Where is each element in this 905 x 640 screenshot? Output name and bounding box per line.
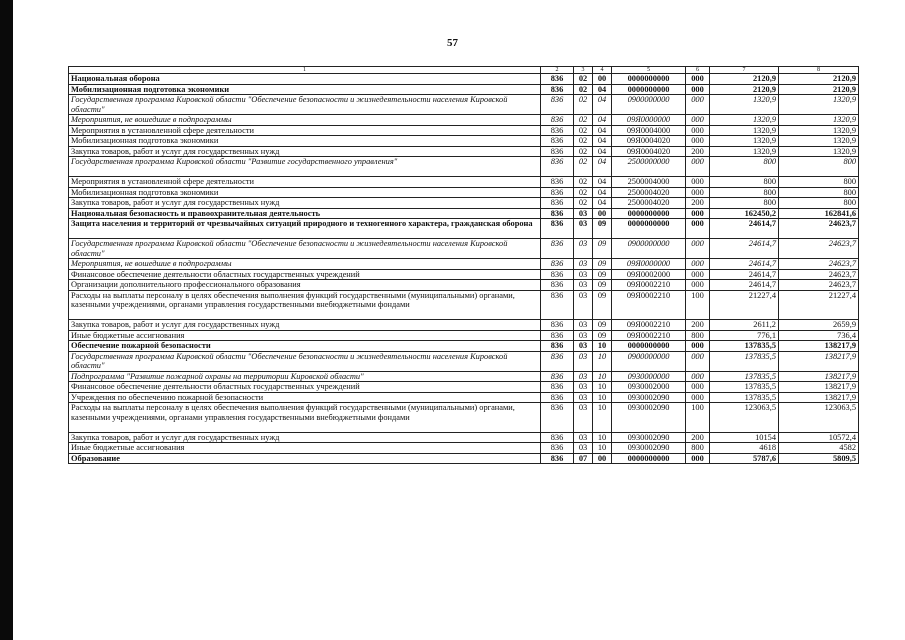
amount-year2-cell: 1320,9 — [779, 136, 859, 147]
amount-year1-cell: 24614,7 — [710, 239, 779, 259]
table-row — [69, 453, 859, 464]
row-name-cell: Финансовое обеспечение деятельности областных государственных учреждений — [69, 382, 541, 393]
ved-cell: 836 — [541, 74, 574, 85]
section-cell: 02 — [574, 157, 593, 177]
expense-type-cell: 000 — [686, 208, 710, 219]
expense-type-cell: 000 — [686, 351, 710, 371]
table-row — [69, 239, 859, 259]
amount-year2-cell: 800 — [779, 198, 859, 209]
amount-year2-cell: 24623,7 — [779, 239, 859, 259]
expense-type-cell: 000 — [686, 95, 710, 115]
row-name-cell: Мероприятия, не вошедшие в подпрограммы — [69, 259, 541, 270]
amount-year1-cell: 1320,9 — [710, 146, 779, 157]
amount-year1-cell: 137835,5 — [710, 351, 779, 371]
header-cell: 7 — [710, 67, 779, 74]
target-article-cell: 09Я0004000 — [612, 125, 686, 136]
amount-year2-cell: 24623,7 — [779, 219, 859, 239]
table-row — [69, 392, 859, 403]
amount-year1-cell: 24614,7 — [710, 259, 779, 270]
amount-year1-cell: 800 — [710, 187, 779, 198]
target-article-cell: 0900000000 — [612, 351, 686, 371]
expense-type-cell: 000 — [686, 382, 710, 393]
target-article-cell: 0000000000 — [612, 219, 686, 239]
section-cell: 03 — [574, 259, 593, 270]
expense-type-cell: 000 — [686, 259, 710, 270]
target-article-cell: 0000000000 — [612, 453, 686, 464]
amount-year2-cell: 1320,9 — [779, 125, 859, 136]
expense-type-cell: 000 — [686, 392, 710, 403]
amount-year1-cell: 1320,9 — [710, 115, 779, 126]
target-article-cell: 0930000000 — [612, 371, 686, 382]
row-name-cell: Государственная программа Кировской области "Обеспечение безопасности и жизнедеятельности населения Кировской области" — [69, 239, 541, 259]
amount-year2-cell: 1320,9 — [779, 95, 859, 115]
amount-year2-cell: 2120,9 — [779, 74, 859, 85]
row-name-cell: Национальная безопасность и правоохранительная деятельность — [69, 208, 541, 219]
expense-type-cell: 000 — [686, 280, 710, 291]
amount-year1-cell: 800 — [710, 198, 779, 209]
amount-year2-cell: 736,4 — [779, 330, 859, 341]
table-row — [69, 187, 859, 198]
section-cell: 02 — [574, 146, 593, 157]
section-cell: 03 — [574, 320, 593, 331]
target-article-cell: 2500004000 — [612, 177, 686, 188]
subsection-cell: 04 — [593, 198, 612, 209]
expense-type-cell: 000 — [686, 239, 710, 259]
section-cell: 03 — [574, 280, 593, 291]
table-body — [69, 67, 859, 464]
subsection-cell: 10 — [593, 443, 612, 454]
row-name-cell: Закупка товаров, работ и услуг для государственных нужд — [69, 198, 541, 209]
section-cell: 03 — [574, 351, 593, 371]
row-name-cell: Мобилизационная подготовка экономики — [69, 187, 541, 198]
section-cell: 03 — [574, 330, 593, 341]
amount-year1-cell: 123063,5 — [710, 403, 779, 433]
amount-year2-cell: 5809,5 — [779, 453, 859, 464]
expense-type-cell: 000 — [686, 371, 710, 382]
table-row — [69, 74, 859, 85]
amount-year1-cell: 800 — [710, 157, 779, 177]
table-row — [69, 443, 859, 454]
subsection-cell: 04 — [593, 177, 612, 188]
amount-year2-cell: 138217,9 — [779, 341, 859, 352]
amount-year1-cell: 10154 — [710, 432, 779, 443]
expense-type-cell: 000 — [686, 125, 710, 136]
table-row — [69, 290, 859, 320]
subsection-cell: 09 — [593, 290, 612, 320]
expense-type-cell: 000 — [686, 219, 710, 239]
ved-cell: 836 — [541, 351, 574, 371]
table-row — [69, 136, 859, 147]
target-article-cell: 0930002000 — [612, 382, 686, 393]
target-article-cell: 0930002090 — [612, 403, 686, 433]
subsection-cell: 00 — [593, 453, 612, 464]
row-name-cell: Защита населения и территорий от чрезвычайных ситуаций природного и техногенного характера, гражданская оборона — [69, 219, 541, 239]
amount-year1-cell: 1320,9 — [710, 136, 779, 147]
ved-cell: 836 — [541, 443, 574, 454]
row-name-cell: Финансовое обеспечение деятельности областных государственных учреждений — [69, 269, 541, 280]
target-article-cell: 0930002090 — [612, 392, 686, 403]
ved-cell: 836 — [541, 341, 574, 352]
target-article-cell: 09Я0002210 — [612, 320, 686, 331]
subsection-cell: 09 — [593, 320, 612, 331]
ved-cell: 836 — [541, 198, 574, 209]
table-row — [69, 177, 859, 188]
target-article-cell: 0930002090 — [612, 443, 686, 454]
table-row — [69, 330, 859, 341]
expense-type-cell: 000 — [686, 115, 710, 126]
expense-type-cell: 200 — [686, 432, 710, 443]
subsection-cell: 09 — [593, 269, 612, 280]
ved-cell: 836 — [541, 453, 574, 464]
subsection-cell: 09 — [593, 330, 612, 341]
section-cell: 03 — [574, 382, 593, 393]
amount-year2-cell: 138217,9 — [779, 392, 859, 403]
table-row — [69, 371, 859, 382]
subsection-cell: 04 — [593, 136, 612, 147]
section-cell: 07 — [574, 453, 593, 464]
amount-year1-cell: 2120,9 — [710, 84, 779, 95]
subsection-cell: 04 — [593, 146, 612, 157]
expense-type-cell: 200 — [686, 146, 710, 157]
table-row — [69, 341, 859, 352]
amount-year1-cell: 5787,6 — [710, 453, 779, 464]
target-article-cell: 0000000000 — [612, 74, 686, 85]
amount-year1-cell: 21227,4 — [710, 290, 779, 320]
amount-year1-cell: 162450,2 — [710, 208, 779, 219]
ved-cell: 836 — [541, 115, 574, 126]
amount-year1-cell: 24614,7 — [710, 269, 779, 280]
budget-table-container — [68, 66, 859, 464]
amount-year2-cell: 2659,9 — [779, 320, 859, 331]
amount-year2-cell: 123063,5 — [779, 403, 859, 433]
target-article-cell: 0930002090 — [612, 432, 686, 443]
header-cell: 2 — [541, 67, 574, 74]
section-cell: 02 — [574, 177, 593, 188]
table-row — [69, 198, 859, 209]
table-row — [69, 208, 859, 219]
expense-type-cell: 800 — [686, 330, 710, 341]
ved-cell: 836 — [541, 403, 574, 433]
expense-type-cell: 000 — [686, 157, 710, 177]
scan-edge-bar — [0, 0, 13, 640]
subsection-cell: 09 — [593, 280, 612, 291]
target-article-cell: 0000000000 — [612, 341, 686, 352]
target-article-cell: 2500004020 — [612, 187, 686, 198]
section-cell: 02 — [574, 84, 593, 95]
ved-cell: 836 — [541, 320, 574, 331]
amount-year1-cell: 2120,9 — [710, 74, 779, 85]
expense-type-cell: 000 — [686, 341, 710, 352]
section-cell: 03 — [574, 371, 593, 382]
subsection-cell: 10 — [593, 392, 612, 403]
table-row — [69, 269, 859, 280]
ved-cell: 836 — [541, 280, 574, 291]
row-name-cell: Государственная программа Кировской области "Обеспечение безопасности и жизнедеятельности населения Кировской области" — [69, 95, 541, 115]
target-article-cell: 09Я0004020 — [612, 146, 686, 157]
ved-cell: 836 — [541, 269, 574, 280]
ved-cell: 836 — [541, 125, 574, 136]
section-cell: 02 — [574, 95, 593, 115]
table-row — [69, 95, 859, 115]
row-name-cell: Мероприятия в установленной сфере деятельности — [69, 125, 541, 136]
amount-year1-cell: 800 — [710, 177, 779, 188]
row-name-cell: Учреждения по обеспечению пожарной безопасности — [69, 392, 541, 403]
section-cell: 03 — [574, 239, 593, 259]
expense-type-cell: 800 — [686, 443, 710, 454]
section-cell: 03 — [574, 208, 593, 219]
ved-cell: 836 — [541, 290, 574, 320]
amount-year2-cell: 21227,4 — [779, 290, 859, 320]
section-cell: 02 — [574, 136, 593, 147]
subsection-cell: 09 — [593, 259, 612, 270]
ved-cell: 836 — [541, 187, 574, 198]
subsection-cell: 04 — [593, 125, 612, 136]
target-article-cell: 0000000000 — [612, 208, 686, 219]
row-name-cell: Мероприятия, не вошедшие в подпрограммы — [69, 115, 541, 126]
amount-year2-cell: 1320,9 — [779, 115, 859, 126]
subsection-cell: 10 — [593, 403, 612, 433]
subsection-cell: 00 — [593, 74, 612, 85]
ved-cell: 836 — [541, 259, 574, 270]
budget-table — [68, 66, 859, 464]
ved-cell: 836 — [541, 157, 574, 177]
subsection-cell: 09 — [593, 219, 612, 239]
subsection-cell: 10 — [593, 382, 612, 393]
table-row — [69, 403, 859, 433]
row-name-cell: Расходы на выплаты персоналу в целях обеспечения выполнения функций государственными (муниципальными) органами, казенными учреждениями, органами управления государственными внебюджетными фондами — [69, 290, 541, 320]
amount-year2-cell: 24623,7 — [779, 280, 859, 291]
section-cell: 02 — [574, 187, 593, 198]
amount-year2-cell: 138217,9 — [779, 351, 859, 371]
section-cell: 03 — [574, 341, 593, 352]
amount-year1-cell: 1320,9 — [710, 95, 779, 115]
target-article-cell: 0900000000 — [612, 239, 686, 259]
table-row — [69, 259, 859, 270]
expense-type-cell: 000 — [686, 187, 710, 198]
ved-cell: 836 — [541, 208, 574, 219]
ved-cell: 836 — [541, 432, 574, 443]
amount-year1-cell: 776,1 — [710, 330, 779, 341]
expense-type-cell: 000 — [686, 84, 710, 95]
row-name-cell: Организации дополнительного профессионального образования — [69, 280, 541, 291]
section-cell: 02 — [574, 198, 593, 209]
table-row — [69, 219, 859, 239]
expense-type-cell: 200 — [686, 320, 710, 331]
table-row — [69, 84, 859, 95]
section-cell: 02 — [574, 115, 593, 126]
ved-cell: 836 — [541, 95, 574, 115]
target-article-cell: 09Я0000000 — [612, 115, 686, 126]
table-row — [69, 382, 859, 393]
ved-cell: 836 — [541, 330, 574, 341]
amount-year2-cell: 800 — [779, 157, 859, 177]
amount-year2-cell: 138217,9 — [779, 382, 859, 393]
target-article-cell: 0000000000 — [612, 84, 686, 95]
amount-year2-cell: 24623,7 — [779, 269, 859, 280]
amount-year1-cell: 137835,5 — [710, 341, 779, 352]
section-cell: 03 — [574, 269, 593, 280]
row-name-cell: Закупка товаров, работ и услуг для государственных нужд — [69, 146, 541, 157]
ved-cell: 836 — [541, 382, 574, 393]
amount-year2-cell: 800 — [779, 187, 859, 198]
section-cell: 03 — [574, 432, 593, 443]
subsection-cell: 00 — [593, 208, 612, 219]
header-cell: 3 — [574, 67, 593, 74]
expense-type-cell: 000 — [686, 177, 710, 188]
header-cell: 5 — [612, 67, 686, 74]
amount-year1-cell: 24614,7 — [710, 219, 779, 239]
amount-year1-cell: 137835,5 — [710, 382, 779, 393]
target-article-cell: 09Я0002210 — [612, 290, 686, 320]
table-row — [69, 157, 859, 177]
expense-type-cell: 000 — [686, 74, 710, 85]
target-article-cell: 0900000000 — [612, 95, 686, 115]
header-cell: 4 — [593, 67, 612, 74]
target-article-cell: 2500004020 — [612, 198, 686, 209]
section-cell: 02 — [574, 74, 593, 85]
amount-year2-cell: 138217,9 — [779, 371, 859, 382]
expense-type-cell: 000 — [686, 269, 710, 280]
page-number: 57 — [447, 37, 458, 49]
subsection-cell: 10 — [593, 371, 612, 382]
amount-year1-cell: 24614,7 — [710, 280, 779, 291]
subsection-cell: 04 — [593, 187, 612, 198]
expense-type-cell: 200 — [686, 198, 710, 209]
section-cell: 03 — [574, 219, 593, 239]
ved-cell: 836 — [541, 146, 574, 157]
row-name-cell: Обеспечение пожарной безопасности — [69, 341, 541, 352]
target-article-cell: 09Я0000000 — [612, 259, 686, 270]
subsection-cell: 04 — [593, 115, 612, 126]
amount-year2-cell: 24623,7 — [779, 259, 859, 270]
header-cell: 8 — [779, 67, 859, 74]
row-name-cell: Мобилизационная подготовка экономики — [69, 136, 541, 147]
table-row — [69, 280, 859, 291]
ved-cell: 836 — [541, 84, 574, 95]
row-name-cell: Иные бюджетные ассигнования — [69, 330, 541, 341]
amount-year1-cell: 1320,9 — [710, 125, 779, 136]
amount-year2-cell: 1320,9 — [779, 146, 859, 157]
table-header-row — [69, 67, 859, 74]
subsection-cell: 10 — [593, 341, 612, 352]
row-name-cell: Расходы на выплаты персоналу в целях обеспечения выполнения функций государственными (муниципальными) органами, казенными учреждениями, органами управления государственными внебюджетными фондами — [69, 403, 541, 433]
section-cell: 02 — [574, 125, 593, 136]
amount-year1-cell: 137835,5 — [710, 392, 779, 403]
amount-year2-cell: 800 — [779, 177, 859, 188]
subsection-cell: 10 — [593, 351, 612, 371]
row-name-cell: Мероприятия в установленной сфере деятельности — [69, 177, 541, 188]
expense-type-cell: 000 — [686, 453, 710, 464]
ved-cell: 836 — [541, 371, 574, 382]
amount-year2-cell: 162841,6 — [779, 208, 859, 219]
row-name-cell: Закупка товаров, работ и услуг для государственных нужд — [69, 320, 541, 331]
target-article-cell: 09Я0002000 — [612, 269, 686, 280]
table-row — [69, 125, 859, 136]
section-cell: 03 — [574, 443, 593, 454]
section-cell: 03 — [574, 403, 593, 433]
row-name-cell: Мобилизационная подготовка экономики — [69, 84, 541, 95]
subsection-cell: 04 — [593, 157, 612, 177]
subsection-cell: 04 — [593, 84, 612, 95]
amount-year2-cell: 10572,4 — [779, 432, 859, 443]
header-cell: 6 — [686, 67, 710, 74]
target-article-cell: 09Я0004020 — [612, 136, 686, 147]
table-row — [69, 351, 859, 371]
section-cell: 03 — [574, 392, 593, 403]
ved-cell: 836 — [541, 219, 574, 239]
amount-year1-cell: 4618 — [710, 443, 779, 454]
target-article-cell: 2500000000 — [612, 157, 686, 177]
row-name-cell: Иные бюджетные ассигнования — [69, 443, 541, 454]
amount-year1-cell: 2611,2 — [710, 320, 779, 331]
expense-type-cell: 100 — [686, 403, 710, 433]
expense-type-cell: 000 — [686, 136, 710, 147]
subsection-cell: 10 — [593, 432, 612, 443]
row-name-cell: Закупка товаров, работ и услуг для государственных нужд — [69, 432, 541, 443]
expense-type-cell: 100 — [686, 290, 710, 320]
amount-year2-cell: 4582 — [779, 443, 859, 454]
header-cell: 1 — [69, 67, 541, 74]
section-cell: 03 — [574, 290, 593, 320]
ved-cell: 836 — [541, 239, 574, 259]
row-name-cell: Подпрограмма "Развитие пожарной охраны на территории Кировской области" — [69, 371, 541, 382]
table-row — [69, 146, 859, 157]
ved-cell: 836 — [541, 392, 574, 403]
row-name-cell: Национальная оборона — [69, 74, 541, 85]
target-article-cell: 09Я0002210 — [612, 280, 686, 291]
target-article-cell: 09Я0002210 — [612, 330, 686, 341]
row-name-cell: Государственная программа Кировской области "Развитие государственного управления" — [69, 157, 541, 177]
row-name-cell: Государственная программа Кировской области "Обеспечение безопасности и жизнедеятельности населения Кировской области" — [69, 351, 541, 371]
subsection-cell: 04 — [593, 95, 612, 115]
table-row — [69, 115, 859, 126]
table-row — [69, 320, 859, 331]
ved-cell: 836 — [541, 177, 574, 188]
amount-year2-cell: 2120,9 — [779, 84, 859, 95]
row-name-cell: Образование — [69, 453, 541, 464]
ved-cell: 836 — [541, 136, 574, 147]
amount-year1-cell: 137835,5 — [710, 371, 779, 382]
table-row — [69, 432, 859, 443]
subsection-cell: 09 — [593, 239, 612, 259]
